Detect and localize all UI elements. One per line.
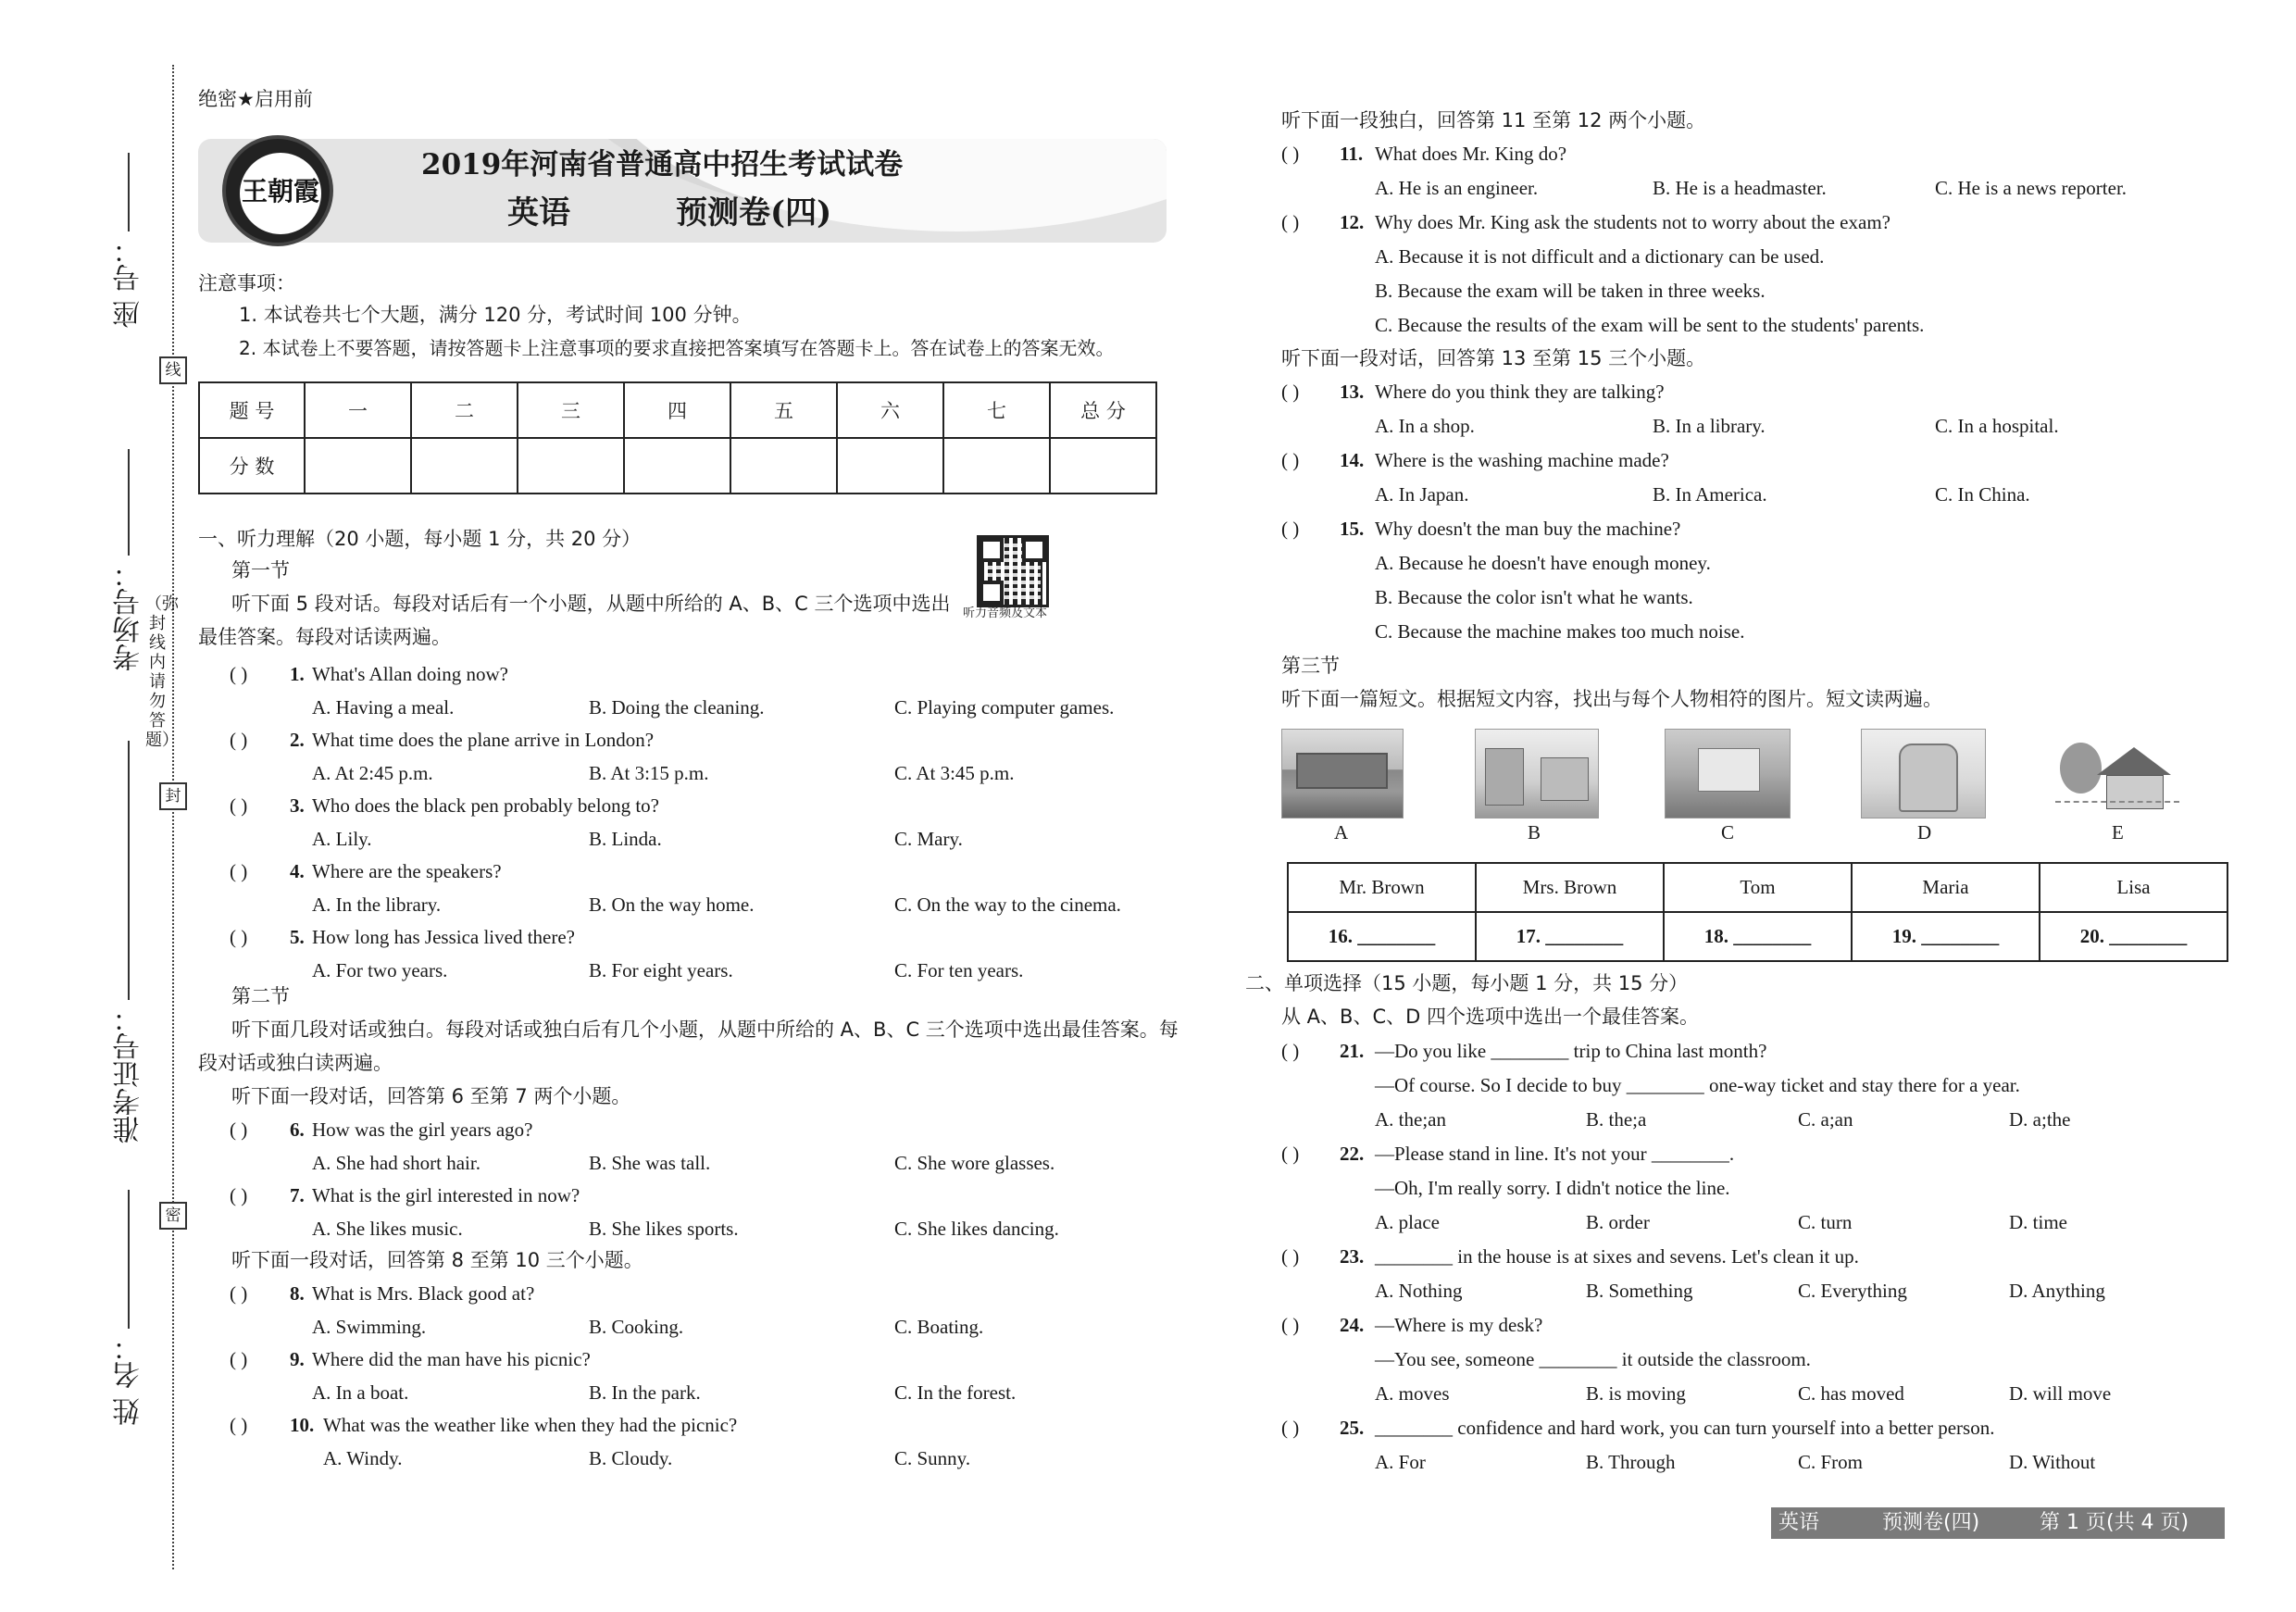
option: C. Boating. xyxy=(894,1316,984,1338)
option: C. Mary. xyxy=(894,828,963,850)
option: C. a;an xyxy=(1798,1108,1853,1131)
score-cell[interactable] xyxy=(837,438,943,494)
answer-bracket[interactable]: ( ) xyxy=(230,1282,248,1305)
score-header: 四 xyxy=(624,382,730,438)
part2-heading: 第二节 xyxy=(231,985,290,1007)
person-name: Lisa xyxy=(2040,863,2227,912)
question-number: 21. xyxy=(1340,1040,1365,1062)
question-number: 7. xyxy=(290,1184,305,1206)
question-stem: —Please stand in line. It's not your ________. xyxy=(1375,1143,1735,1165)
option: C. Because the results of the exam will be sent to the students' parents. xyxy=(1375,314,1925,336)
picture-e xyxy=(2055,729,2179,817)
option: A. Lily. xyxy=(312,828,372,850)
option: B. In the park. xyxy=(589,1381,701,1404)
picture-label: E xyxy=(2112,821,2124,843)
score-cell[interactable] xyxy=(305,438,411,494)
score-cell[interactable] xyxy=(411,438,518,494)
footer-paper: 预测卷(四) xyxy=(1882,1511,1980,1534)
answer-blank[interactable]: 19. ________ xyxy=(1852,912,2040,961)
option: B. order xyxy=(1586,1211,1650,1233)
score-row-label: 分 数 xyxy=(199,438,305,494)
option: A. In Japan. xyxy=(1375,483,1469,506)
picture-b xyxy=(1475,729,1599,818)
question-stem: What time does the plane arrive in London? xyxy=(312,729,655,751)
answer-bracket[interactable]: ( ) xyxy=(1281,1417,1300,1439)
question-stem: Where is the washing machine made? xyxy=(1375,449,1669,471)
question-stem: —Do you like ________ trip to China last month? xyxy=(1375,1040,1767,1062)
option: A. Because it is not difficult and a dictionary can be used. xyxy=(1375,245,1825,268)
score-cell[interactable] xyxy=(730,438,837,494)
option: B. On the way home. xyxy=(589,893,755,916)
option: C. She likes dancing. xyxy=(894,1218,1059,1240)
option: B. In America. xyxy=(1653,483,1767,506)
option: B. Because the exam will be taken in three weeks. xyxy=(1375,280,1766,302)
option: B. Through xyxy=(1586,1451,1676,1473)
question-reply: —Of course. So I decide to buy ________ one-way ticket and stay there for a year. xyxy=(1375,1074,2020,1096)
score-cell[interactable] xyxy=(518,438,624,494)
option: A. place xyxy=(1375,1211,1440,1233)
question-number: 8. xyxy=(290,1282,305,1305)
question-number: 5. xyxy=(290,926,305,948)
question-stem: ________ confidence and hard work, you can turn yourself into a better person. xyxy=(1375,1417,1995,1439)
question-stem: What's Allan doing now? xyxy=(312,663,508,685)
question-number: 22. xyxy=(1340,1143,1365,1165)
answer-bracket[interactable]: ( ) xyxy=(1281,143,1300,165)
score-header: 五 xyxy=(730,382,837,438)
option: A. For xyxy=(1375,1451,1426,1473)
option: C. turn xyxy=(1798,1211,1853,1233)
option: B. is moving xyxy=(1586,1382,1686,1405)
qr-caption: 听力音频及文本 xyxy=(963,606,1048,620)
option: A. Because he doesn't have enough money. xyxy=(1375,552,1711,574)
option: B. Because the color isn't what he wants. xyxy=(1375,586,1693,608)
option: B. the;a xyxy=(1586,1108,1647,1131)
person-name: Tom xyxy=(1664,863,1852,912)
person-name: Mrs. Brown xyxy=(1476,863,1664,912)
score-header: 一 xyxy=(305,382,411,438)
answer-bracket[interactable]: ( ) xyxy=(1281,1143,1300,1165)
option: A. She had short hair. xyxy=(312,1152,480,1174)
option: A. Swimming. xyxy=(312,1316,427,1338)
question-reply: —You see, someone ________ it outside the classroom. xyxy=(1375,1348,1811,1370)
option: B. Doing the cleaning. xyxy=(589,696,765,719)
option: C. From xyxy=(1798,1451,1864,1473)
part2-instruction: 段对话或独白读两遍。 xyxy=(198,1052,393,1074)
option: C. For ten years. xyxy=(894,959,1024,981)
notes-heading: 注意事项： xyxy=(198,272,295,294)
dialogue-intro: 听下面一段对话，回答第 8 至第 10 三个小题。 xyxy=(231,1249,643,1271)
answer-bracket[interactable]: ( ) xyxy=(230,1348,248,1370)
score-table xyxy=(198,381,1157,494)
option: C. Playing computer games. xyxy=(894,696,1115,719)
score-header: 总 分 xyxy=(1050,382,1156,438)
option: D. will move xyxy=(2009,1382,2112,1405)
option: A. Having a meal. xyxy=(312,696,455,719)
answer-bracket[interactable]: ( ) xyxy=(1281,449,1300,471)
answer-bracket[interactable]: ( ) xyxy=(230,1118,248,1141)
option: C. In a hospital. xyxy=(1935,415,2059,437)
option: C. Sunny. xyxy=(894,1447,971,1469)
paper-title: 预测卷(四) xyxy=(676,194,832,231)
option: D. Anything xyxy=(2009,1280,2105,1302)
section2-instruction: 从 A、B、C、D 四个选项中选出一个最佳答案。 xyxy=(1281,1006,1699,1028)
dialogue-intro: 听下面一段独白，回答第 11 至第 12 两个小题。 xyxy=(1281,109,1706,131)
part3-heading: 第三节 xyxy=(1281,655,1340,677)
question-number: 15. xyxy=(1340,518,1365,540)
option: A. the;an xyxy=(1375,1108,1446,1131)
question-stem: How was the girl years ago? xyxy=(312,1118,533,1141)
footer-subject: 英语 xyxy=(1778,1511,1820,1534)
option: B. She was tall. xyxy=(589,1152,711,1174)
question-stem: What was the weather like when they had the picnic? xyxy=(323,1414,738,1436)
option: B. At 3:15 p.m. xyxy=(589,762,709,784)
section1-heading: 一、听力理解（20 小题，每小题 1 分，共 20 分） xyxy=(198,528,642,550)
option: B. For eight years. xyxy=(589,959,733,981)
option: A. At 2:45 p.m. xyxy=(312,762,433,784)
option: A. In a boat. xyxy=(312,1381,409,1404)
score-header: 六 xyxy=(837,382,943,438)
option: C. has moved xyxy=(1798,1382,1904,1405)
question-stem: How long has Jessica lived there? xyxy=(312,926,576,948)
picture-label: D xyxy=(1917,821,1932,843)
option: A. For two years. xyxy=(312,959,448,981)
answer-blank[interactable]: 20. ________ xyxy=(2040,912,2227,961)
question-number: 14. xyxy=(1340,449,1365,471)
option: C. She wore glasses. xyxy=(894,1152,1055,1174)
option: A. He is an engineer. xyxy=(1375,177,1539,199)
option: A. In the library. xyxy=(312,893,442,916)
option: B. Something xyxy=(1586,1280,1693,1302)
question-number: 23. xyxy=(1340,1245,1365,1268)
score-cell[interactable] xyxy=(1050,438,1156,494)
footer-page: 第 1 页(共 4 页) xyxy=(2040,1511,2190,1534)
question-stem: Why doesn't the man buy the machine? xyxy=(1375,518,1681,540)
question-number: 12. xyxy=(1340,211,1365,233)
question-stem: —Where is my desk? xyxy=(1375,1314,1543,1336)
question-number: 2. xyxy=(290,729,305,751)
answer-bracket[interactable]: ( ) xyxy=(1281,518,1300,540)
question-number: 11. xyxy=(1340,143,1364,165)
question-reply: —Oh, I'm really sorry. I didn't notice the line. xyxy=(1375,1177,1730,1199)
name-label: 姓 名： xyxy=(113,1333,145,1426)
question-number: 24. xyxy=(1340,1314,1365,1336)
answer-bracket[interactable]: ( ) xyxy=(1281,381,1300,403)
option: A. Nothing xyxy=(1375,1280,1463,1302)
option: B. Cloudy. xyxy=(589,1447,673,1469)
option: B. In a library. xyxy=(1653,415,1766,437)
section2-heading: 二、单项选择（15 小题，每小题 1 分，共 15 分） xyxy=(1245,972,1689,994)
score-header: 二 xyxy=(411,382,518,438)
option: D. a;the xyxy=(2009,1108,2071,1131)
question-stem: Why does Mr. King ask the students not to worry about the exam? xyxy=(1375,211,1890,233)
option: C. On the way to the cinema. xyxy=(894,893,1121,916)
seal-mark-seal: 封 xyxy=(159,782,187,810)
question-number: 3. xyxy=(290,794,305,817)
answer-bracket[interactable]: ( ) xyxy=(1281,1314,1300,1336)
part2-instruction: 听下面几段对话或独白。每段对话或独白后有几个小题，从题中所给的 A、B、C 三个选项中选出最佳答案。每 xyxy=(231,1018,1179,1041)
score-header: 七 xyxy=(943,382,1050,438)
confidential-mark: 绝密★启用前 xyxy=(198,88,313,110)
seal-mark-line: 线 xyxy=(159,356,187,384)
note-item: 1. 本试卷共七个大题，满分 120 分，考试时间 100 分钟。 xyxy=(239,304,752,326)
exam-room-label: 考场号： xyxy=(113,560,145,671)
admission-number-label: 准考证号： xyxy=(113,1005,145,1143)
answer-blank[interactable]: 18. ________ xyxy=(1664,912,1852,961)
question-stem: What is Mrs. Black good at? xyxy=(312,1282,535,1305)
question-stem: Where did the man have his picnic? xyxy=(312,1348,591,1370)
answer-bracket[interactable]: ( ) xyxy=(1281,1245,1300,1268)
score-header: 三 xyxy=(518,382,624,438)
seal-mark-secret: 密 xyxy=(159,1202,187,1230)
question-number: 25. xyxy=(1340,1417,1365,1439)
option: C. In China. xyxy=(1935,483,2030,506)
question-stem: What is the girl interested in now? xyxy=(312,1184,580,1206)
option: D. time xyxy=(2009,1211,2067,1233)
question-number: 10. xyxy=(290,1414,315,1436)
question-stem: What does Mr. King do? xyxy=(1375,143,1567,165)
answer-bracket[interactable]: ( ) xyxy=(230,1414,248,1436)
question-stem: Who does the black pen probably belong to? xyxy=(312,794,659,817)
publisher-logo xyxy=(222,135,333,246)
exam-room-field xyxy=(128,449,130,556)
binding-line xyxy=(172,65,174,1569)
answer-bracket[interactable]: ( ) xyxy=(230,794,248,817)
page-footer xyxy=(1771,1507,2225,1539)
picture-label: C xyxy=(1721,821,1735,843)
question-number: 13. xyxy=(1340,381,1365,403)
answer-bracket[interactable]: ( ) xyxy=(1281,211,1300,233)
qr-code[interactable] xyxy=(977,535,1049,607)
question-stem: Where do you think they are talking? xyxy=(1375,381,1665,403)
person-name: Maria xyxy=(1852,863,2040,912)
admission-number-field xyxy=(128,741,130,1000)
answer-bracket[interactable]: ( ) xyxy=(230,860,248,882)
option: C. He is a news reporter. xyxy=(1935,177,2128,199)
score-cell[interactable] xyxy=(943,438,1050,494)
option: A. Windy. xyxy=(323,1447,403,1469)
seat-field xyxy=(128,153,130,231)
part1-instruction: 最佳答案。每段对话读两遍。 xyxy=(198,626,451,648)
score-header: 题 号 xyxy=(199,382,305,438)
answer-bracket[interactable]: ( ) xyxy=(230,926,248,948)
picture-d xyxy=(1861,729,1986,818)
picture-c xyxy=(1665,729,1791,818)
picture-label: A xyxy=(1334,821,1349,843)
answer-bracket[interactable]: ( ) xyxy=(230,729,248,751)
option: D. Without xyxy=(2009,1451,2096,1473)
part1-heading: 第一节 xyxy=(231,559,290,581)
option: A. She likes music. xyxy=(312,1218,463,1240)
answer-bracket[interactable]: ( ) xyxy=(1281,1040,1300,1062)
question-number: 9. xyxy=(290,1348,305,1370)
question-number: 6. xyxy=(290,1118,305,1141)
option: B. Linda. xyxy=(589,828,662,850)
option: A. In a shop. xyxy=(1375,415,1475,437)
question-stem: ________ in the house is at sixes and sevens. Let's clean it up. xyxy=(1375,1245,1859,1268)
seat-label: 座 号： xyxy=(113,236,145,329)
answer-bracket[interactable]: ( ) xyxy=(230,663,248,685)
picture-a xyxy=(1281,729,1404,818)
part3-instruction: 听下面一篇短文。根据短文内容，找出与每个人物相符的图片。短文读两遍。 xyxy=(1281,688,1942,710)
option: B. Cooking. xyxy=(589,1316,684,1338)
option: C. In the forest. xyxy=(894,1381,1017,1404)
answer-bracket[interactable]: ( ) xyxy=(230,1184,248,1206)
option: B. She likes sports. xyxy=(589,1218,739,1240)
matching-table xyxy=(1287,862,2228,962)
picture-label: B xyxy=(1528,821,1541,843)
question-stem: Where are the speakers? xyxy=(312,860,502,882)
option: C. Everything xyxy=(1798,1280,1907,1302)
note-item: 2. 本试卷上不要答题，请按答题卡上注意事项的要求直接把答案填写在答题卡上。答在试卷上的答案无效。 xyxy=(239,337,1115,359)
question-number: 1. xyxy=(290,663,305,685)
subject-title: 英语 xyxy=(507,194,570,231)
part1-instruction: 听下面 5 段对话。每段对话后有一个小题，从题中所给的 A、B、C 三个选项中选出 xyxy=(231,593,951,615)
option: C. Because the machine makes too much noise. xyxy=(1375,620,1745,643)
question-number: 4. xyxy=(290,860,305,882)
dialogue-intro: 听下面一段对话，回答第 6 至第 7 两个小题。 xyxy=(231,1085,631,1107)
score-cell[interactable] xyxy=(624,438,730,494)
name-field xyxy=(128,1190,130,1329)
option: B. He is a headmaster. xyxy=(1653,177,1827,199)
option: A. moves xyxy=(1375,1382,1450,1405)
answer-blank[interactable]: 16. ________ xyxy=(1288,912,1476,961)
binding-warning: （弥封线内请勿答题） xyxy=(145,594,179,750)
dialogue-intro: 听下面一段对话，回答第 13 至第 15 三个小题。 xyxy=(1281,347,1706,369)
logo-text: 王朝霞 xyxy=(237,150,324,237)
option: C. At 3:45 p.m. xyxy=(894,762,1015,784)
answer-blank[interactable]: 17. ________ xyxy=(1476,912,1664,961)
person-name: Mr. Brown xyxy=(1288,863,1476,912)
exam-title: 2019年河南省普通高中招生考试试卷 xyxy=(421,148,904,181)
